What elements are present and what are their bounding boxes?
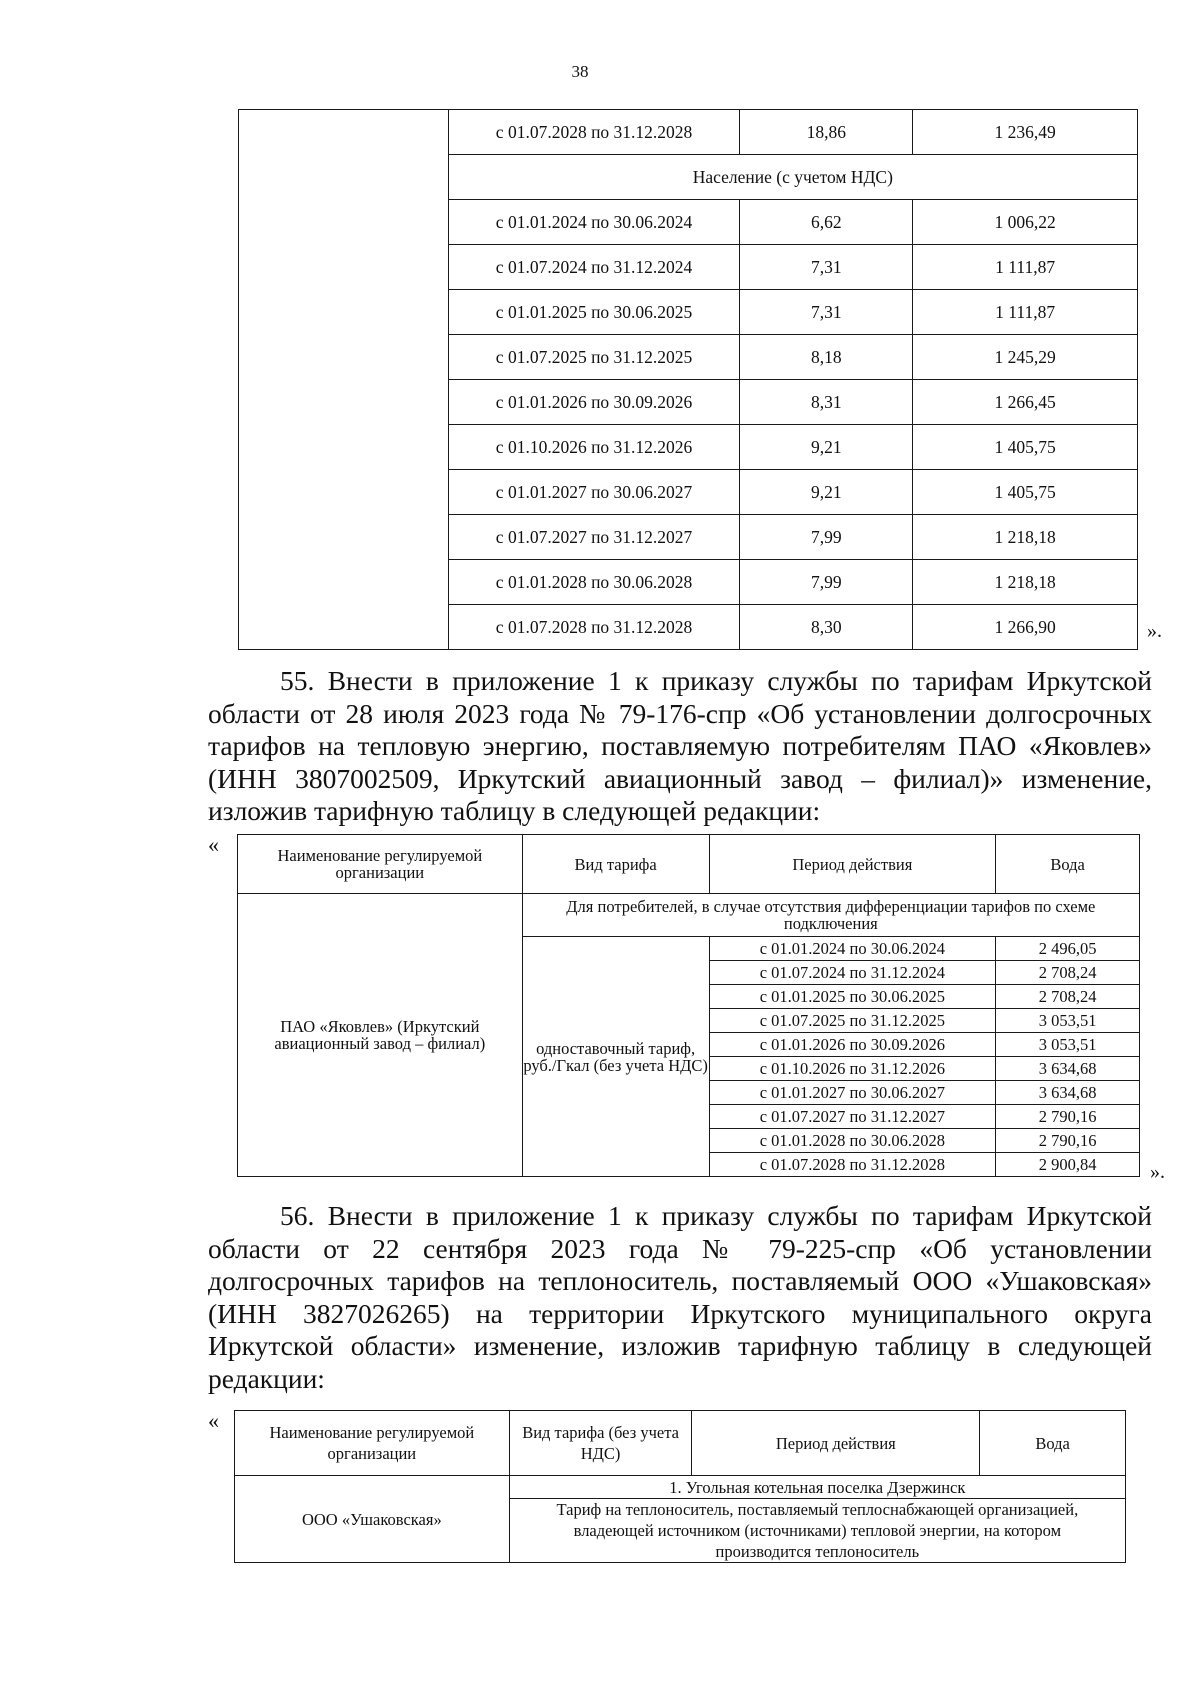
header-period: Период действия	[709, 835, 996, 894]
section-row: 1. Угольная котельная поселка Дзержинск	[509, 1476, 1125, 1499]
value-cell: 1 266,45	[913, 380, 1138, 425]
subheader-cell: Население (с учетом НДС)	[448, 155, 1137, 200]
period-cell: с 01.10.2026 по 31.12.2026	[709, 1057, 996, 1081]
period-cell: с 01.07.2028 по 31.12.2028	[448, 110, 740, 155]
page-number: 38	[571, 62, 589, 81]
value-cell: 1 111,87	[913, 245, 1138, 290]
period-cell: с 01.01.2026 по 30.09.2026	[448, 380, 740, 425]
period-cell: с 01.01.2024 по 30.06.2024	[709, 937, 996, 961]
period-cell: с 01.01.2028 по 30.06.2028	[448, 560, 740, 605]
header-period: Период действия	[692, 1411, 980, 1476]
value-cell: 1 218,18	[913, 560, 1138, 605]
value-cell: 7,31	[740, 290, 913, 335]
paragraph-line: области от 28 июля 2023 года № 79-176-спр «Об установлении долгосрочных	[208, 697, 1152, 729]
value-cell: 6,62	[740, 200, 913, 245]
tariff-table-continued	[238, 109, 1138, 650]
period-cell: с 01.07.2028 по 31.12.2028	[448, 605, 740, 650]
header-type: Вид тарифа (без учета НДС)	[509, 1411, 692, 1476]
description-row: Тариф на теплоноситель, поставляемый теплоснабжающей организацией, владеющей источником (источниками) тепловой энергии, на котором производится теплоноситель	[509, 1499, 1125, 1563]
water-value-cell: 2 496,05	[996, 937, 1140, 961]
period-cell: с 01.01.2025 по 30.06.2025	[448, 290, 740, 335]
header-org: Наименование регулируемой организации	[235, 1411, 510, 1476]
paragraph-line: (ИНН 3807002509, Иркутский авиационный завод – филиал)» изменение,	[208, 762, 1152, 794]
header-type: Вид тарифа	[522, 835, 709, 894]
paragraph-line: 55. Внести в приложение 1 к приказу службы по тарифам Иркутской	[280, 665, 1152, 696]
period-cell: с 01.07.2024 по 31.12.2024	[709, 961, 996, 985]
paragraph-line: изложив тарифную таблицу в следующей редакции:	[208, 795, 821, 827]
tariff-type-cell: одноставочный тариф, руб./Гкал (без учета НДС)	[522, 937, 709, 1177]
paragraph-56	[208, 1200, 1152, 1396]
paragraph-line: редакции:	[208, 1362, 325, 1394]
period-cell: с 01.07.2028 по 31.12.2028	[709, 1153, 996, 1177]
org-name-cell: ООО «Ушаковская»	[235, 1476, 510, 1563]
value-cell: 7,31	[740, 245, 913, 290]
water-value-cell: 2 708,24	[996, 961, 1140, 985]
water-value-cell: 3 634,68	[996, 1057, 1140, 1081]
period-cell: с 01.01.2027 по 30.06.2027	[709, 1081, 996, 1105]
value-cell: 1 405,75	[913, 425, 1138, 470]
period-cell: с 01.10.2026 по 31.12.2026	[448, 425, 740, 470]
value-cell: 1 405,75	[913, 470, 1138, 515]
period-cell: с 01.01.2027 по 30.06.2027	[448, 470, 740, 515]
water-value-cell: 2 708,24	[996, 985, 1140, 1009]
paragraph-line: области от 22 сентября 2023 года № 79-225-спр «Об установлении	[208, 1232, 1152, 1264]
water-value-cell: 3 634,68	[996, 1081, 1140, 1105]
value-cell: 1 006,22	[913, 200, 1138, 245]
value-cell: 1 245,29	[913, 335, 1138, 380]
tariff-table-yakovlev	[237, 834, 1140, 1177]
closing-quote-2: ».	[1150, 1161, 1165, 1183]
value-cell: 1 111,87	[913, 290, 1138, 335]
water-value-cell: 2 790,16	[996, 1105, 1140, 1129]
water-value-cell: 3 053,51	[996, 1009, 1140, 1033]
water-value-cell: 2 900,84	[996, 1153, 1140, 1177]
value-cell: 9,21	[740, 425, 913, 470]
paragraph-55	[208, 665, 1152, 828]
water-value-cell: 2 790,16	[996, 1129, 1140, 1153]
value-cell: 7,99	[740, 515, 913, 560]
value-cell: 1 218,18	[913, 515, 1138, 560]
period-cell: с 01.01.2024 по 30.06.2024	[448, 200, 740, 245]
value-cell: 1 266,90	[913, 605, 1138, 650]
paragraph-line: долгосрочных тарифов на теплоноситель, поставляемый ООО «Ушаковская»	[208, 1265, 1152, 1297]
paragraph-line: 56. Внести в приложение 1 к приказу службы по тарифам Иркутской	[280, 1200, 1152, 1231]
value-cell: 8,18	[740, 335, 913, 380]
group-row: Для потребителей, в случае отсутствия дифференциации тарифов по схеме подключения	[522, 894, 1139, 937]
period-cell: с 01.01.2028 по 30.06.2028	[709, 1129, 996, 1153]
blank-org-cell	[239, 110, 449, 650]
period-cell: с 01.01.2026 по 30.09.2026	[709, 1033, 996, 1057]
period-cell: с 01.07.2025 по 31.12.2025	[448, 335, 740, 380]
paragraph-line: (ИНН 3827026265) на территории Иркутского муниципального округа	[208, 1297, 1152, 1329]
org-name-cell: ПАО «Яковлев» (Иркутский авиационный завод – филиал)	[238, 894, 523, 1177]
paragraph-line: тарифов на тепловую энергию, поставляемую потребителям ПАО «Яковлев»	[208, 730, 1152, 762]
table-row	[239, 110, 1138, 155]
value-cell: 7,99	[740, 560, 913, 605]
header-water: Вода	[996, 835, 1140, 894]
opening-quote-3: «	[208, 1408, 219, 1433]
paragraph-line: Иркутской области» изменение, изложив тарифную таблицу в следующей	[208, 1330, 1152, 1362]
value-cell: 8,31	[740, 380, 913, 425]
value-cell: 8,30	[740, 605, 913, 650]
period-cell: с 01.07.2027 по 31.12.2027	[709, 1105, 996, 1129]
header-org: Наименование регулируемой организации	[238, 835, 523, 894]
header-water: Вода	[980, 1411, 1126, 1476]
closing-quote-1: ».	[1147, 620, 1162, 642]
value-cell: 18,86	[740, 110, 913, 155]
water-value-cell: 3 053,51	[996, 1033, 1140, 1057]
period-cell: с 01.07.2027 по 31.12.2027	[448, 515, 740, 560]
value-cell: 1 236,49	[913, 110, 1138, 155]
tariff-table-ushakovskaya	[234, 1410, 1126, 1563]
value-cell: 9,21	[740, 470, 913, 515]
period-cell: с 01.07.2025 по 31.12.2025	[709, 1009, 996, 1033]
opening-quote-2: «	[208, 832, 219, 857]
period-cell: с 01.07.2024 по 31.12.2024	[448, 245, 740, 290]
period-cell: с 01.01.2025 по 30.06.2025	[709, 985, 996, 1009]
